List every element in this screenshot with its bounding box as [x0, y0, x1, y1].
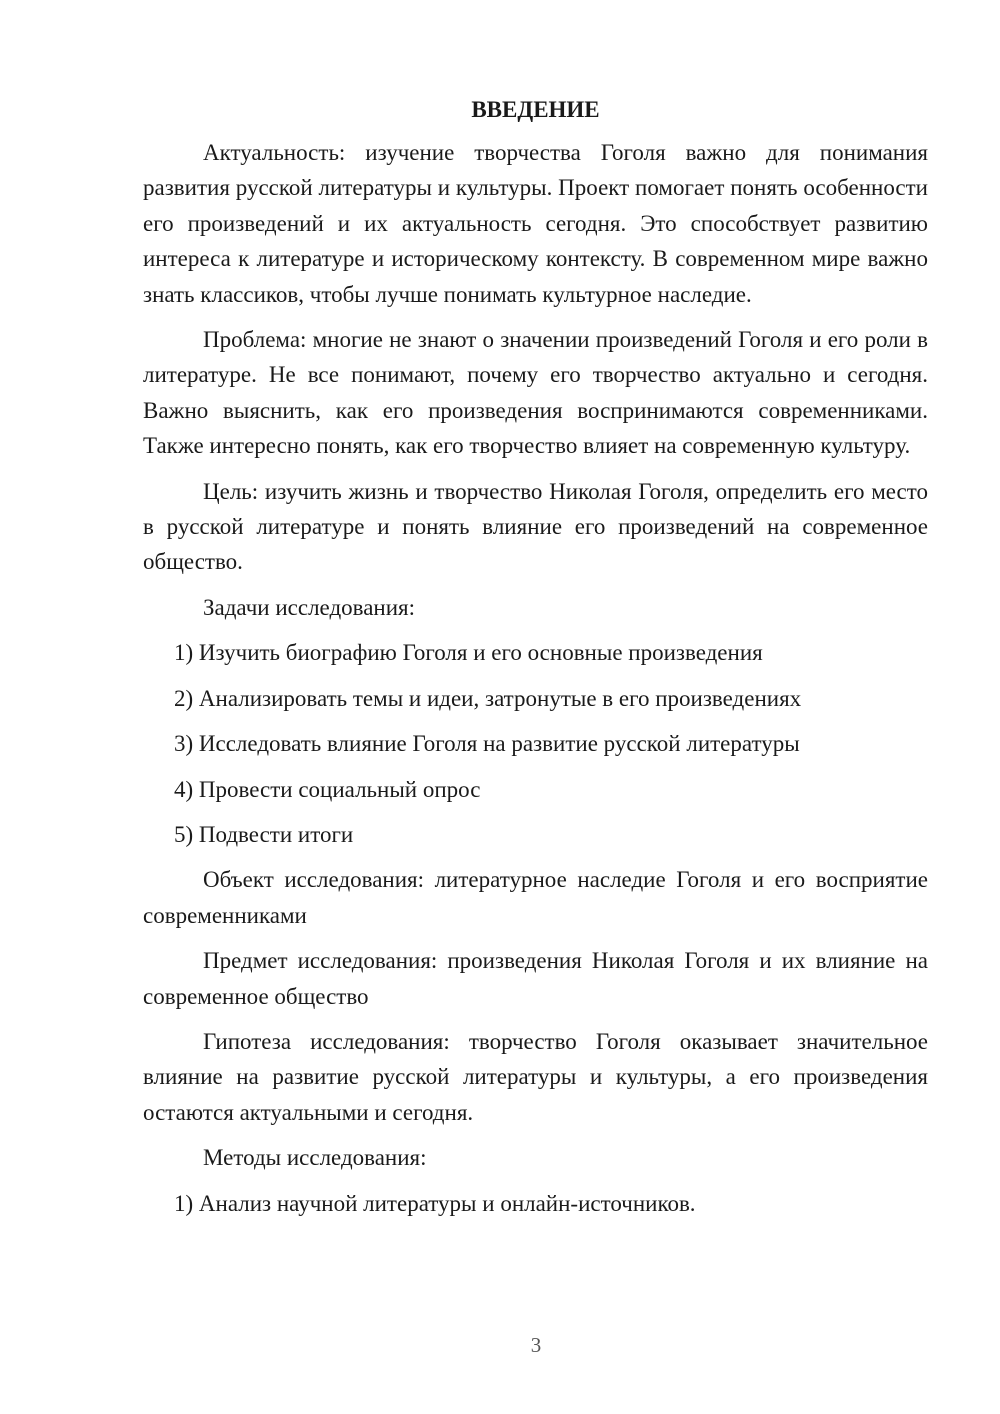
tasks-list — [143, 635, 928, 852]
methods-list — [143, 1186, 928, 1221]
list-item: 4) Провести социальный опрос — [174, 776, 481, 802]
page-number: 3 — [530, 1333, 542, 1357]
methods-heading: Методы исследования: — [203, 1145, 427, 1171]
section-title: ВВЕДЕНИЕ — [471, 97, 600, 122]
list-item: 1) Анализ научной литературы и онлайн-источников. — [174, 1190, 696, 1216]
subject-paragraph: Предмет исследования: произведения Николая Гоголя и их влияние на современное общество — [143, 948, 928, 1009]
list-item: 1) Изучить биографию Гоголя и его основные произведения — [174, 640, 763, 666]
list-item: 5) Подвести итоги — [174, 821, 354, 847]
relevance-paragraph: Актуальность: изучение творчества Гоголя важно для понимания развития русской литературы и культуры. Проект помогает понять особенности его произведений и их актуальность сегодня. Это способствует развитию интереса к литературе и историческому контексту. В современном мире важно знать классиков, чтобы лучше понимать культурное наследие. — [143, 140, 928, 307]
object-paragraph: Объект исследования: литературное наследие Гоголя и его восприятие современниками — [143, 867, 928, 928]
hypothesis-paragraph: Гипотеза исследования: творчество Гоголя оказывает значительное влияние на развитие русской литературы и культуры, а его произведения остаются актуальными и сегодня. — [143, 1028, 928, 1125]
goal-paragraph: Цель: изучить жизнь и творчество Николая Гоголя, определить его место в русской литературе и понять влияние его произведений на современное общество. — [143, 478, 928, 575]
list-item: 2) Анализировать темы и идеи, затронутые в его произведениях — [174, 685, 802, 711]
tasks-heading: Задачи исследования: — [203, 594, 416, 620]
list-item: 3) Исследовать влияние Гоголя на развитие русской литературы — [174, 731, 800, 757]
problem-paragraph: Проблема: многие не знают о значении произведений Гоголя и его роли в литературе. Не все понимают, почему его творчество актуально и сегодня. Важно выяснить, как его произведения воспринимаются современниками. Также интересно понять, как его творчество влияет на современную культуру. — [143, 327, 928, 459]
document-page — [143, 95, 928, 1231]
